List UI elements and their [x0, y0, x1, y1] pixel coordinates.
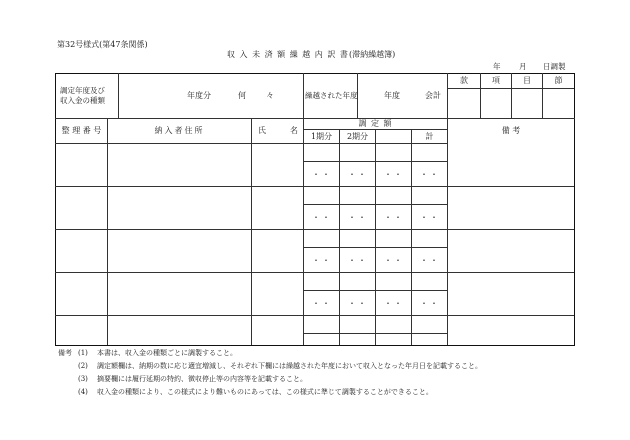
- date-dot: ・: [348, 213, 356, 222]
- note-number: (2): [78, 362, 88, 370]
- note-text: 本書は、収入金の種類ごとに調製すること。: [97, 349, 237, 357]
- page-subtitle: (滞納繰越簿): [349, 50, 396, 59]
- date-dot: ・: [322, 170, 330, 179]
- date-dot: ・: [384, 213, 392, 222]
- date-dot: ・: [394, 256, 402, 265]
- note-number: (1): [78, 349, 88, 357]
- note-text: 摘要欄には履行延期の特約、徴収停止等の内容等を記載すること。: [97, 375, 307, 383]
- date-dot-pair: [384, 170, 402, 180]
- assessed-amount-header: 調 定 額: [358, 119, 393, 128]
- date-dot: ・: [358, 256, 366, 265]
- date-dot: ・: [348, 170, 356, 179]
- date-dot: ・: [430, 299, 438, 308]
- date-dot: ・: [358, 299, 366, 308]
- note-number: (4): [78, 388, 88, 396]
- period1-header: 1期分: [310, 131, 333, 141]
- date-dot: ・: [322, 299, 330, 308]
- fiscal-year-text: 年度分: [187, 91, 211, 100]
- date-year: 年: [493, 62, 501, 71]
- date-dot: ・: [394, 213, 402, 222]
- name-header-a: 氏: [258, 126, 266, 135]
- date-dot: ・: [348, 256, 356, 265]
- date-day-prepared: 日調製: [543, 62, 566, 71]
- date-dot-pair: [384, 213, 402, 223]
- kuan-label: 款: [460, 76, 468, 85]
- date-dot: ・: [312, 170, 320, 179]
- date-dot: ・: [322, 213, 330, 222]
- name-header-b: 名: [290, 126, 298, 135]
- note-text: 収入金の種類により、この様式により難いものにあっては、この様式に準じて調製することができること。: [97, 388, 433, 396]
- remarks-header: 備 考: [501, 126, 521, 135]
- category-label-line1: 調定年度及び: [60, 86, 105, 95]
- repeat-mark: 々: [266, 91, 274, 100]
- date-dot-pair: [348, 213, 366, 223]
- note-text: 調定額欄は、納期の数に応じ適宜増減し、それぞれ下欄には繰越された年度において収入となった年月日を記載すること。: [97, 362, 482, 370]
- date-dot: ・: [394, 299, 402, 308]
- serial-number-header: 整 理 番 号: [61, 126, 102, 135]
- date-dot-pair: [312, 170, 330, 180]
- date-dot: ・: [312, 299, 320, 308]
- date-dot: ・: [384, 256, 392, 265]
- kou-label: 項: [492, 76, 500, 85]
- date-dot-pair: [348, 299, 366, 309]
- period2-header: 2期分: [346, 131, 369, 141]
- total-header: 計: [425, 131, 434, 141]
- account-text: 会計: [425, 91, 441, 100]
- date-dot-pair: [348, 170, 366, 180]
- date-dot: ・: [358, 213, 366, 222]
- date-dot-pair: [312, 256, 330, 266]
- date-dot: ・: [394, 170, 402, 179]
- date-dot: ・: [420, 299, 428, 308]
- date-dot: ・: [430, 170, 438, 179]
- date-dot: ・: [420, 256, 428, 265]
- date-dot: ・: [348, 299, 356, 308]
- date-dot-pair: [312, 299, 330, 309]
- date-dot: ・: [312, 213, 320, 222]
- date-dot: ・: [322, 256, 330, 265]
- setsu-label: 節: [554, 76, 563, 85]
- notes-label: 備考: [58, 349, 72, 357]
- date-month: 月: [519, 62, 527, 71]
- payer-address-header: 納入者住所: [154, 126, 205, 135]
- date-dot-pair: [312, 213, 330, 223]
- date-dot: ・: [384, 170, 392, 179]
- carried-year-label: 繰越された年度: [305, 91, 358, 100]
- date-dot: ・: [420, 213, 428, 222]
- date-dot: ・: [312, 256, 320, 265]
- date-dot: ・: [358, 170, 366, 179]
- date-dot-pair: [384, 256, 402, 266]
- what-text: 何: [238, 91, 246, 100]
- date-dot-pair: [384, 299, 402, 309]
- date-dot: ・: [430, 213, 438, 222]
- note-number: (3): [78, 375, 88, 383]
- moku-label: 目: [523, 76, 531, 85]
- date-dot-pair: [420, 299, 438, 309]
- date-dot-pair: [420, 256, 438, 266]
- date-dot-pair: [348, 256, 366, 266]
- date-dot: ・: [384, 299, 392, 308]
- page-title: 収 入 未 済 額 繰 越 内 訳 書: [227, 50, 349, 59]
- nendo-text: 年度: [384, 91, 400, 100]
- date-dot-pair: [420, 170, 438, 180]
- category-label-line2: 収入金の種類: [60, 96, 105, 105]
- date-dot: ・: [430, 256, 438, 265]
- form-number: 第32号様式(第47条関係): [57, 40, 148, 49]
- date-dot-pair: [420, 213, 438, 223]
- date-dot: ・: [420, 170, 428, 179]
